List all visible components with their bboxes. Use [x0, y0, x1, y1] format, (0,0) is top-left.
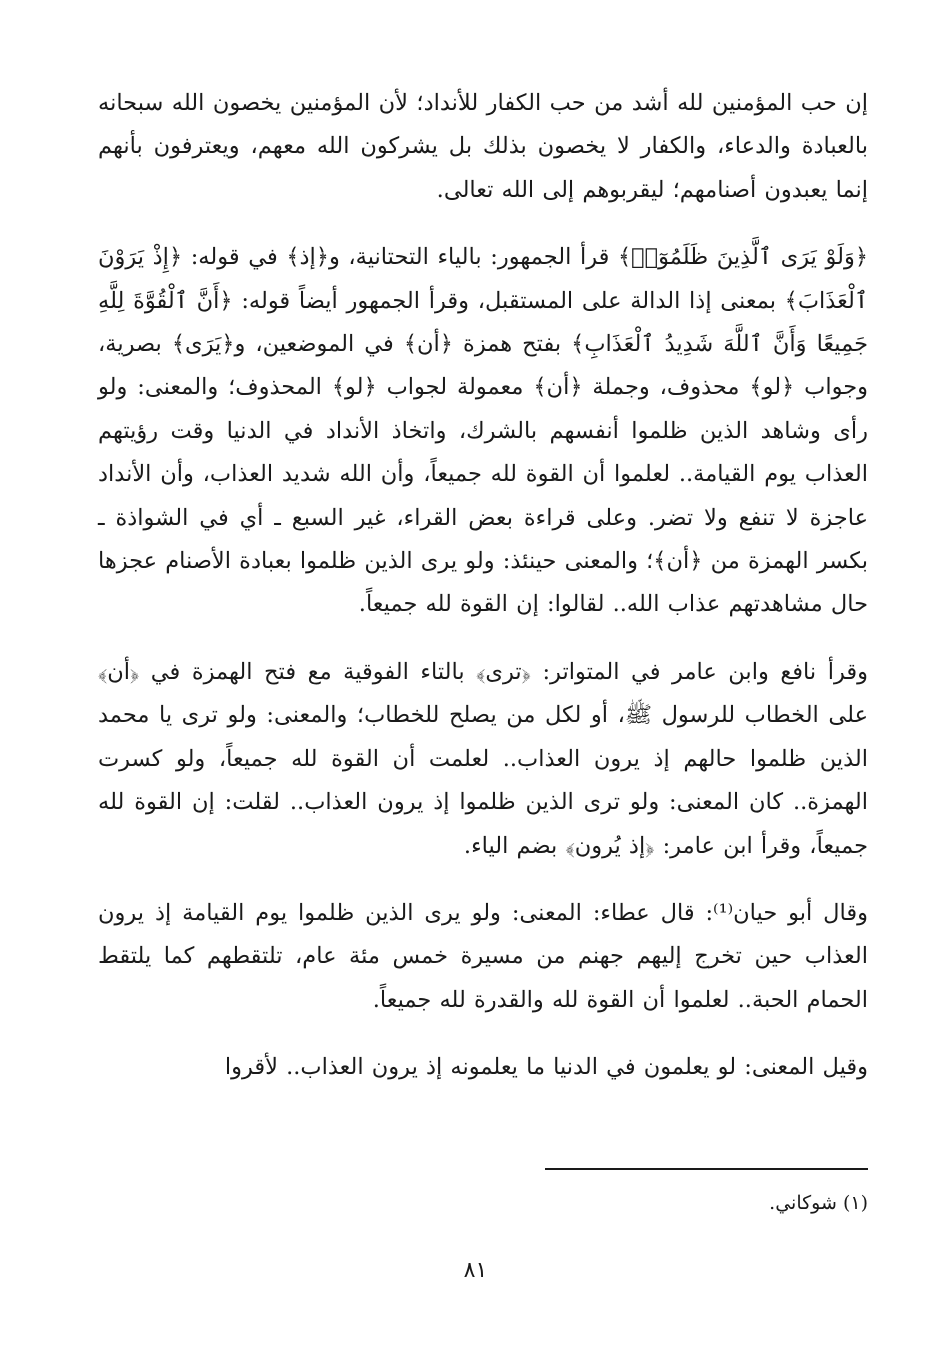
page-number: ٨١: [463, 1258, 488, 1283]
paragraph-1: إن حب المؤمنين لله أشد من حب الكفار للأنداد؛ لأن المؤمنين يخصون الله سبحانه بالعبادة والدعاء، والكفار لا يخصون بذلك بل يشركون الله معهم، ويعترفون بأنهم إنما يعبدون أصنامهم؛ ليقربوهم إلى الله تعالى.: [98, 90, 868, 203]
footnote-divider: [545, 1168, 868, 1170]
paragraph-4: وقال أبو حيان⁽¹⁾: قال عطاء: المعنى: ولو يرى الذين ظلموا يوم القيامة إذ يرون العذاب حين تخرج إليهم جهنم من مسيرة خمس مئة عام، تلتقطهم كما يلتقط الحمام الحبة.. لعلموا أن القوة لله والقدرة لله جميعاً.: [98, 899, 868, 1013]
page-body: [98, 82, 868, 1114]
footnote: (١) شوكاني.: [769, 1192, 868, 1214]
paragraph-2: ﴿وَلَوْ يَرَى ٱلَّذِينَ ظَلَمُوٓا۟﴾ قرأ الجمهور: بالياء التحتانية، و﴿إذ﴾ في قوله: ﴿إِذْ يَرَوْنَ ٱلْعَذَابَ﴾ بمعنى إذا الدالة على المستقبل، وقرأ الجمهور أيضاً قوله: ﴿أَنَّ ٱلْقُوَّةَ لِلَّهِ جَمِيعًا وَأَنَّ ٱللَّهَ شَدِيدُ ٱلْعَذَابِ﴾ بفتح همزة ﴿أن﴾ في الموضعين، و﴿يَرَى﴾ بصرية، وجواب ﴿لو﴾ محذوف، وجملة ﴿أن﴾ معمولة لجواب ﴿لو﴾ المحذوف؛ والمعنى: ولو رأى وشاهد الذين ظلموا أنفسهم بالشرك، واتخاذ الأنداد في الدنيا وقت رؤيتهم العذاب يوم القيامة.. لعلموا أن القوة لله جميعاً، وأن الله شديد العذاب، وأن الأنداد عاجزة لا تنفع ولا تضر. وعلى قراءة بعض القراء، غير السبع ـ أي في الشواذة ـ بكسر الهمزة من ﴿أن﴾؛ والمعنى حينئذ: ولو يرى الذين ظلموا بعبادة الأصنام عجزها حال مشاهدتهم عذاب الله.. لقالوا: إن القوة لله جميعاً.: [98, 244, 868, 618]
paragraph-5: وقيل المعنى: لو يعلمون في الدنيا ما يعلمونه إذ يرون العذاب.. لأقروا: [224, 1054, 868, 1081]
paragraph-3: وقرأ نافع وابن عامر في المتواتر: ﴿ترى﴾ بالتاء الفوقية مع فتح الهمزة في ﴿أن﴾ على الخطاب للرسول ﷺ، أو لكل من يصلح للخطاب؛ والمعنى: ولو ترى يا محمد الذين ظلموا حالهم إذ يرون العذاب.. لعلمت أن القوة لله جميعاً، ولو كسرت الهمزة.. كان المعنى: ولو ترى الذين ظلموا إذ يرون العذاب.. لقلت: إن القوة لله جميعاً، وقرأ ابن عامر: ﴿إذ يُرون﴾ بضم الياء.: [98, 658, 868, 859]
